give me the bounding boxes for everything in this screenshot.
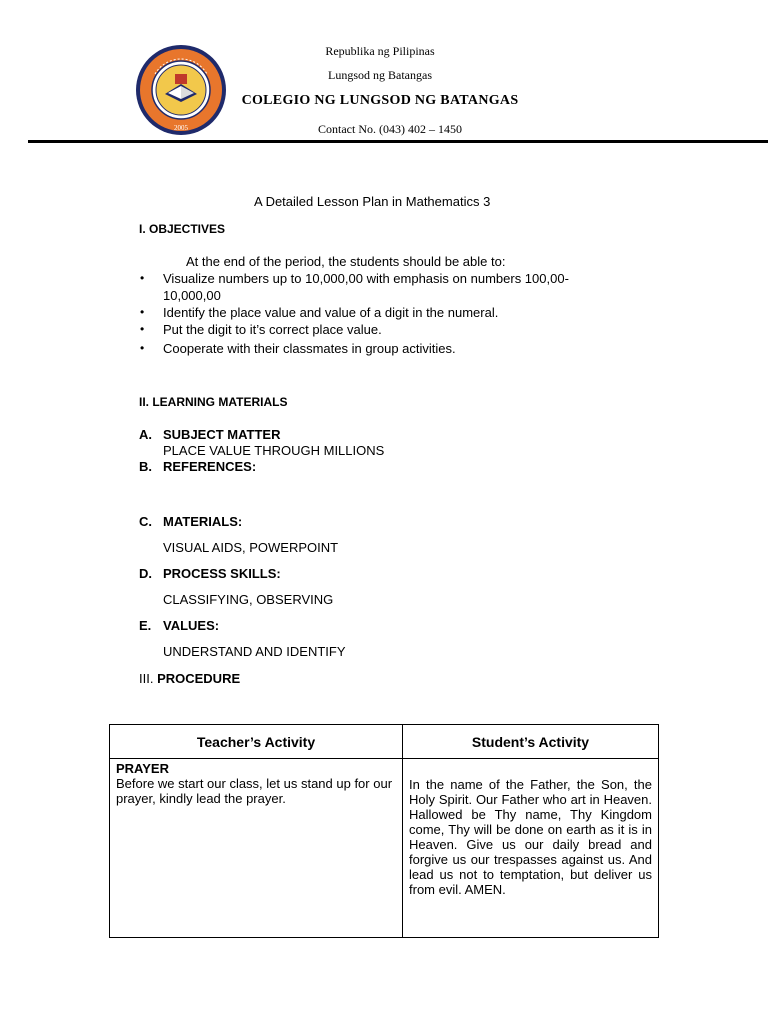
bullet-icon: •	[140, 271, 145, 285]
section-label-d: D.	[139, 566, 152, 581]
references-heading: REFERENCES:	[163, 459, 257, 474]
objective-item: Cooperate with their classmates in group activities.	[163, 341, 456, 356]
header-divider	[28, 140, 768, 143]
objective-item: Put the digit to it’s correct place value.	[163, 322, 382, 337]
process-skills-heading: PROCESS SKILLS:	[163, 566, 281, 581]
objectives-intro: At the end of the period, the students should be able to:	[186, 254, 506, 269]
section-label-a: A.	[139, 427, 152, 442]
objective-item: Identify the place value and value of a digit in the numeral.	[163, 305, 499, 320]
bullet-icon: •	[140, 341, 145, 355]
document-title: A Detailed Lesson Plan in Mathematics 3	[254, 194, 491, 209]
student-activity-header: Student’s Activity	[403, 725, 659, 759]
header-school-name: COLEGIO NG LUNGSOD NG BATANGAS	[241, 93, 519, 108]
process-skills-value: CLASSIFYING, OBSERVING	[163, 592, 334, 607]
values-heading: VALUES:	[163, 618, 220, 633]
teacher-activity-header: Teacher’s Activity	[110, 725, 403, 759]
subject-matter-value: PLACE VALUE THROUGH MILLIONS	[163, 443, 385, 458]
procedure-prefix: III.	[139, 671, 158, 686]
procedure-title: PROCEDURE	[157, 671, 241, 686]
header-city: Lungsod ng Batangas	[328, 68, 432, 82]
section-label-c: C.	[139, 514, 152, 529]
objectives-heading: I. OBJECTIVES	[139, 222, 226, 236]
activity-table	[109, 724, 659, 938]
teacher-activity-cell	[110, 759, 403, 938]
objective-item: Visualize numbers up to 10,000,00 with emphasis on numbers 100,00-	[163, 271, 569, 286]
objective-item-continued: 10,000,00	[163, 288, 221, 303]
section-label-e: E.	[139, 618, 152, 633]
prayer-heading: PRAYER	[116, 761, 169, 776]
student-activity-text: In the name of the Father, the Son, the Holy Spirit. Our Father who art in Heaven. Hallowed be Thy name, Thy Kingdom come, Thy will be done on earth as it is in Heaven. Give us our daily bread and forgive us our trespasses against us. And lead us not to temptation, but deliver us from evil. AMEN.	[409, 777, 652, 897]
procedure-heading	[139, 671, 240, 687]
values-value: UNDERSTAND AND IDENTIFY	[163, 644, 346, 659]
school-seal-logo	[135, 44, 227, 136]
student-activity-cell	[403, 759, 659, 938]
header-contact: Contact No. (043) 402 – 1450	[318, 122, 462, 136]
seal-year: 2005	[174, 124, 188, 132]
learning-materials-heading: II. LEARNING MATERIALS	[139, 395, 288, 409]
section-label-b: B.	[139, 459, 152, 474]
bullet-icon: •	[140, 305, 145, 319]
bullet-icon: •	[140, 322, 145, 336]
materials-heading: MATERIALS:	[163, 514, 243, 529]
table-header-row	[110, 725, 659, 759]
table-row	[110, 759, 659, 938]
teacher-activity-text: Before we start our class, let us stand up for our prayer, kindly lead the prayer.	[116, 776, 393, 806]
header-country: Republika ng Pilipinas	[325, 44, 435, 58]
materials-value: VISUAL AIDS, POWERPOINT	[163, 540, 339, 555]
subject-matter-heading: SUBJECT MATTER	[163, 427, 281, 442]
